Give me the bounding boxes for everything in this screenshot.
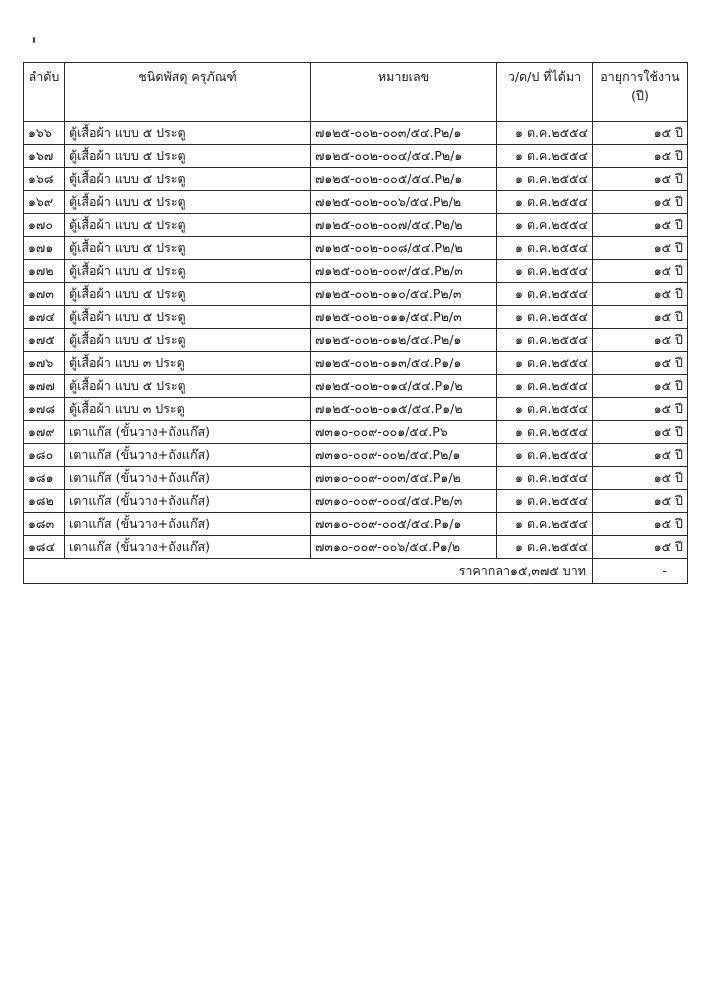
row-service-life: ๑๕ ปี	[593, 168, 688, 191]
row-number: ๑๖๙	[24, 191, 65, 214]
row-acquired-date: ๑ ต.ค.๒๕๕๔	[497, 421, 593, 444]
header-item-type: ชนิดพัสดุ ครุภัณฑ์	[65, 63, 311, 122]
row-item-type: เตาแก๊ส (ขั้นวาง+ถังแก๊ส)	[65, 421, 311, 444]
row-service-life: ๑๕ ปี	[593, 444, 688, 467]
row-asset-code: ๗๓๑๐-๐๐๙-๐๐๔/๕๔.P๒/๓	[311, 490, 497, 513]
row-asset-code: ๗๓๑๐-๐๐๙-๐๐๑/๕๔.P๖	[311, 421, 497, 444]
row-item-type: ตู้เสื้อผ้า แบบ ๕ ประตู	[65, 145, 311, 168]
row-acquired-date: ๑ ต.ค.๒๕๕๔	[497, 122, 593, 145]
table-row	[24, 352, 688, 375]
row-number: ๑๘๐	[24, 444, 65, 467]
row-service-life: ๑๕ ปี	[593, 329, 688, 352]
row-item-type: เตาแก๊ส (ขั้นวาง+ถังแก๊ส)	[65, 513, 311, 536]
row-number: ๑๘๔	[24, 536, 65, 559]
row-service-life: ๑๕ ปี	[593, 490, 688, 513]
row-number: ๑๗๔	[24, 306, 65, 329]
row-number: ๑๗๙	[24, 421, 65, 444]
row-acquired-date: ๑ ต.ค.๒๕๕๔	[497, 513, 593, 536]
row-service-life: ๑๕ ปี	[593, 191, 688, 214]
row-acquired-date: ๑ ต.ค.๒๕๕๔	[497, 375, 593, 398]
table-row	[24, 306, 688, 329]
row-acquired-date: ๑ ต.ค.๒๕๕๔	[497, 214, 593, 237]
row-acquired-date: ๑ ต.ค.๒๕๕๔	[497, 352, 593, 375]
row-service-life: ๑๕ ปี	[593, 145, 688, 168]
table-row	[24, 260, 688, 283]
table-row	[24, 237, 688, 260]
table-row	[24, 513, 688, 536]
table-row	[24, 329, 688, 352]
row-asset-code: ๗๑๒๕-๐๐๒-๐๑๒/๕๔.P๒/๑	[311, 329, 497, 352]
scan-mark	[33, 37, 35, 43]
row-number: ๑๖๗	[24, 145, 65, 168]
header-acquired-date: ว/ด/ป ที่ได้มา	[497, 63, 593, 122]
row-acquired-date: ๑ ต.ค.๒๕๕๔	[497, 191, 593, 214]
table-row	[24, 191, 688, 214]
row-asset-code: ๗๑๒๕-๐๐๒-๐๐๔/๕๔.P๒/๑	[311, 145, 497, 168]
row-asset-code: ๗๑๒๕-๐๐๒-๐๐๙/๕๔.P๒/๓	[311, 260, 497, 283]
row-acquired-date: ๑ ต.ค.๒๕๕๔	[497, 283, 593, 306]
row-service-life: ๑๕ ปี	[593, 306, 688, 329]
table-row	[24, 490, 688, 513]
row-service-life: ๑๕ ปี	[593, 398, 688, 421]
row-asset-code: ๗๑๒๕-๐๐๒-๐๐๕/๕๔.P๒/๑	[311, 168, 497, 191]
row-item-type: ตู้เสื้อผ้า แบบ ๕ ประตู	[65, 237, 311, 260]
row-acquired-date: ๑ ต.ค.๒๕๕๔	[497, 329, 593, 352]
row-item-type: ตู้เสื้อผ้า แบบ ๕ ประตู	[65, 306, 311, 329]
row-item-type: ตู้เสื้อผ้า แบบ ๕ ประตู	[65, 329, 311, 352]
table-row	[24, 467, 688, 490]
row-item-type: ตู้เสื้อผ้า แบบ ๕ ประตู	[65, 214, 311, 237]
row-asset-code: ๗๑๒๕-๐๐๒-๐๐๗/๕๔.P๒/๒	[311, 214, 497, 237]
row-number: ๑๗๑	[24, 237, 65, 260]
row-item-type: ตู้เสื้อผ้า แบบ ๕ ประตู	[65, 283, 311, 306]
row-asset-code: ๗๑๒๕-๐๐๒-๐๐๖/๕๔.P๒/๒	[311, 191, 497, 214]
header-asset-code: หมายเลข	[311, 63, 497, 122]
table-row	[24, 145, 688, 168]
row-service-life: ๑๕ ปี	[593, 536, 688, 559]
row-asset-code: ๗๑๒๕-๐๐๒-๐๑๑/๕๔.P๒/๓	[311, 306, 497, 329]
row-service-life: ๑๕ ปี	[593, 352, 688, 375]
row-asset-code: ๗๓๑๐-๐๐๙-๐๐๓/๕๔.P๑/๒	[311, 467, 497, 490]
table-row	[24, 122, 688, 145]
row-acquired-date: ๑ ต.ค.๒๕๕๔	[497, 398, 593, 421]
row-asset-code: ๗๑๒๕-๐๐๒-๐๐๘/๕๔.P๒/๒	[311, 237, 497, 260]
row-number: ๑๗๐	[24, 214, 65, 237]
row-number: ๑๗๖	[24, 352, 65, 375]
row-acquired-date: ๑ ต.ค.๒๕๕๔	[497, 237, 593, 260]
row-service-life: ๑๕ ปี	[593, 421, 688, 444]
row-service-life: ๑๕ ปี	[593, 214, 688, 237]
row-item-type: เตาแก๊ส (ขั้นวาง+ถังแก๊ส)	[65, 536, 311, 559]
row-acquired-date: ๑ ต.ค.๒๕๕๔	[497, 536, 593, 559]
row-asset-code: ๗๓๑๐-๐๐๙-๐๐๕/๕๔.P๑/๑	[311, 513, 497, 536]
total-row	[24, 559, 688, 584]
row-item-type: ตู้เสื้อผ้า แบบ ๕ ประตู	[65, 168, 311, 191]
row-number: ๑๗๓	[24, 283, 65, 306]
row-item-type: ตู้เสื้อผ้า แบบ ๕ ประตู	[65, 122, 311, 145]
row-item-type: ตู้เสื้อผ้า แบบ ๓ ประตู	[65, 398, 311, 421]
row-acquired-date: ๑ ต.ค.๒๕๕๔	[497, 168, 593, 191]
row-asset-code: ๗๑๒๕-๐๐๒-๐๑๐/๕๔.P๒/๓	[311, 283, 497, 306]
row-number: ๑๗๒	[24, 260, 65, 283]
row-asset-code: ๗๓๑๐-๐๐๙-๐๐๒/๕๔.P๒/๑	[311, 444, 497, 467]
table-row	[24, 283, 688, 306]
header-service-life: อายุการใช้งาน (ปี)	[593, 63, 688, 122]
row-service-life: ๑๕ ปี	[593, 375, 688, 398]
row-item-type: ตู้เสื้อผ้า แบบ ๕ ประตู	[65, 375, 311, 398]
row-number: ๑๘๒	[24, 490, 65, 513]
row-item-type: เตาแก๊ส (ขั้นวาง+ถังแก๊ส)	[65, 444, 311, 467]
row-acquired-date: ๑ ต.ค.๒๕๕๔	[497, 260, 593, 283]
row-service-life: ๑๕ ปี	[593, 122, 688, 145]
row-acquired-date: ๑ ต.ค.๒๕๕๔	[497, 444, 593, 467]
row-acquired-date: ๑ ต.ค.๒๕๕๔	[497, 306, 593, 329]
row-number: ๑๗๗	[24, 375, 65, 398]
row-service-life: ๑๕ ปี	[593, 237, 688, 260]
row-number: ๑๘๓	[24, 513, 65, 536]
row-number: ๑๖๘	[24, 168, 65, 191]
total-price-label: ราคากลา๑๕,๓๗๕ บาท	[24, 559, 593, 584]
table-row	[24, 375, 688, 398]
table-row	[24, 421, 688, 444]
row-asset-code: ๗๑๒๕-๐๐๒-๐๑๔/๕๔.P๑/๒	[311, 375, 497, 398]
total-life-dash: -	[593, 559, 688, 584]
header-number: ลำดับ	[24, 63, 65, 122]
row-asset-code: ๗๑๒๕-๐๐๒-๐๑๓/๕๔.P๑/๑	[311, 352, 497, 375]
row-service-life: ๑๕ ปี	[593, 283, 688, 306]
row-item-type: ตู้เสื้อผ้า แบบ ๕ ประตู	[65, 260, 311, 283]
row-service-life: ๑๕ ปี	[593, 260, 688, 283]
table-row	[24, 168, 688, 191]
row-asset-code: ๗๑๒๕-๐๐๒-๐๑๕/๕๔.P๑/๒	[311, 398, 497, 421]
row-item-type: เตาแก๊ส (ขั้นวาง+ถังแก๊ส)	[65, 467, 311, 490]
table-row	[24, 214, 688, 237]
table-row	[24, 444, 688, 467]
table-body	[24, 122, 688, 559]
table-row	[24, 398, 688, 421]
row-acquired-date: ๑ ต.ค.๒๕๕๔	[497, 490, 593, 513]
inventory-table	[23, 62, 688, 584]
row-number: ๑๗๘	[24, 398, 65, 421]
row-service-life: ๑๕ ปี	[593, 467, 688, 490]
row-asset-code: ๗๑๒๕-๐๐๒-๐๐๓/๕๔.P๒/๑	[311, 122, 497, 145]
table-header-row	[24, 63, 688, 122]
row-number: ๑๘๑	[24, 467, 65, 490]
row-acquired-date: ๑ ต.ค.๒๕๕๔	[497, 145, 593, 168]
row-service-life: ๑๕ ปี	[593, 513, 688, 536]
table-row	[24, 536, 688, 559]
row-item-type: ตู้เสื้อผ้า แบบ ๕ ประตู	[65, 191, 311, 214]
row-asset-code: ๗๓๑๐-๐๐๙-๐๐๖/๕๔.P๑/๒	[311, 536, 497, 559]
row-number: ๑๖๖	[24, 122, 65, 145]
row-acquired-date: ๑ ต.ค.๒๕๕๔	[497, 467, 593, 490]
row-item-type: ตู้เสื้อผ้า แบบ ๓ ประตู	[65, 352, 311, 375]
row-item-type: เตาแก๊ส (ขั้นวาง+ถังแก๊ส)	[65, 490, 311, 513]
row-number: ๑๗๕	[24, 329, 65, 352]
